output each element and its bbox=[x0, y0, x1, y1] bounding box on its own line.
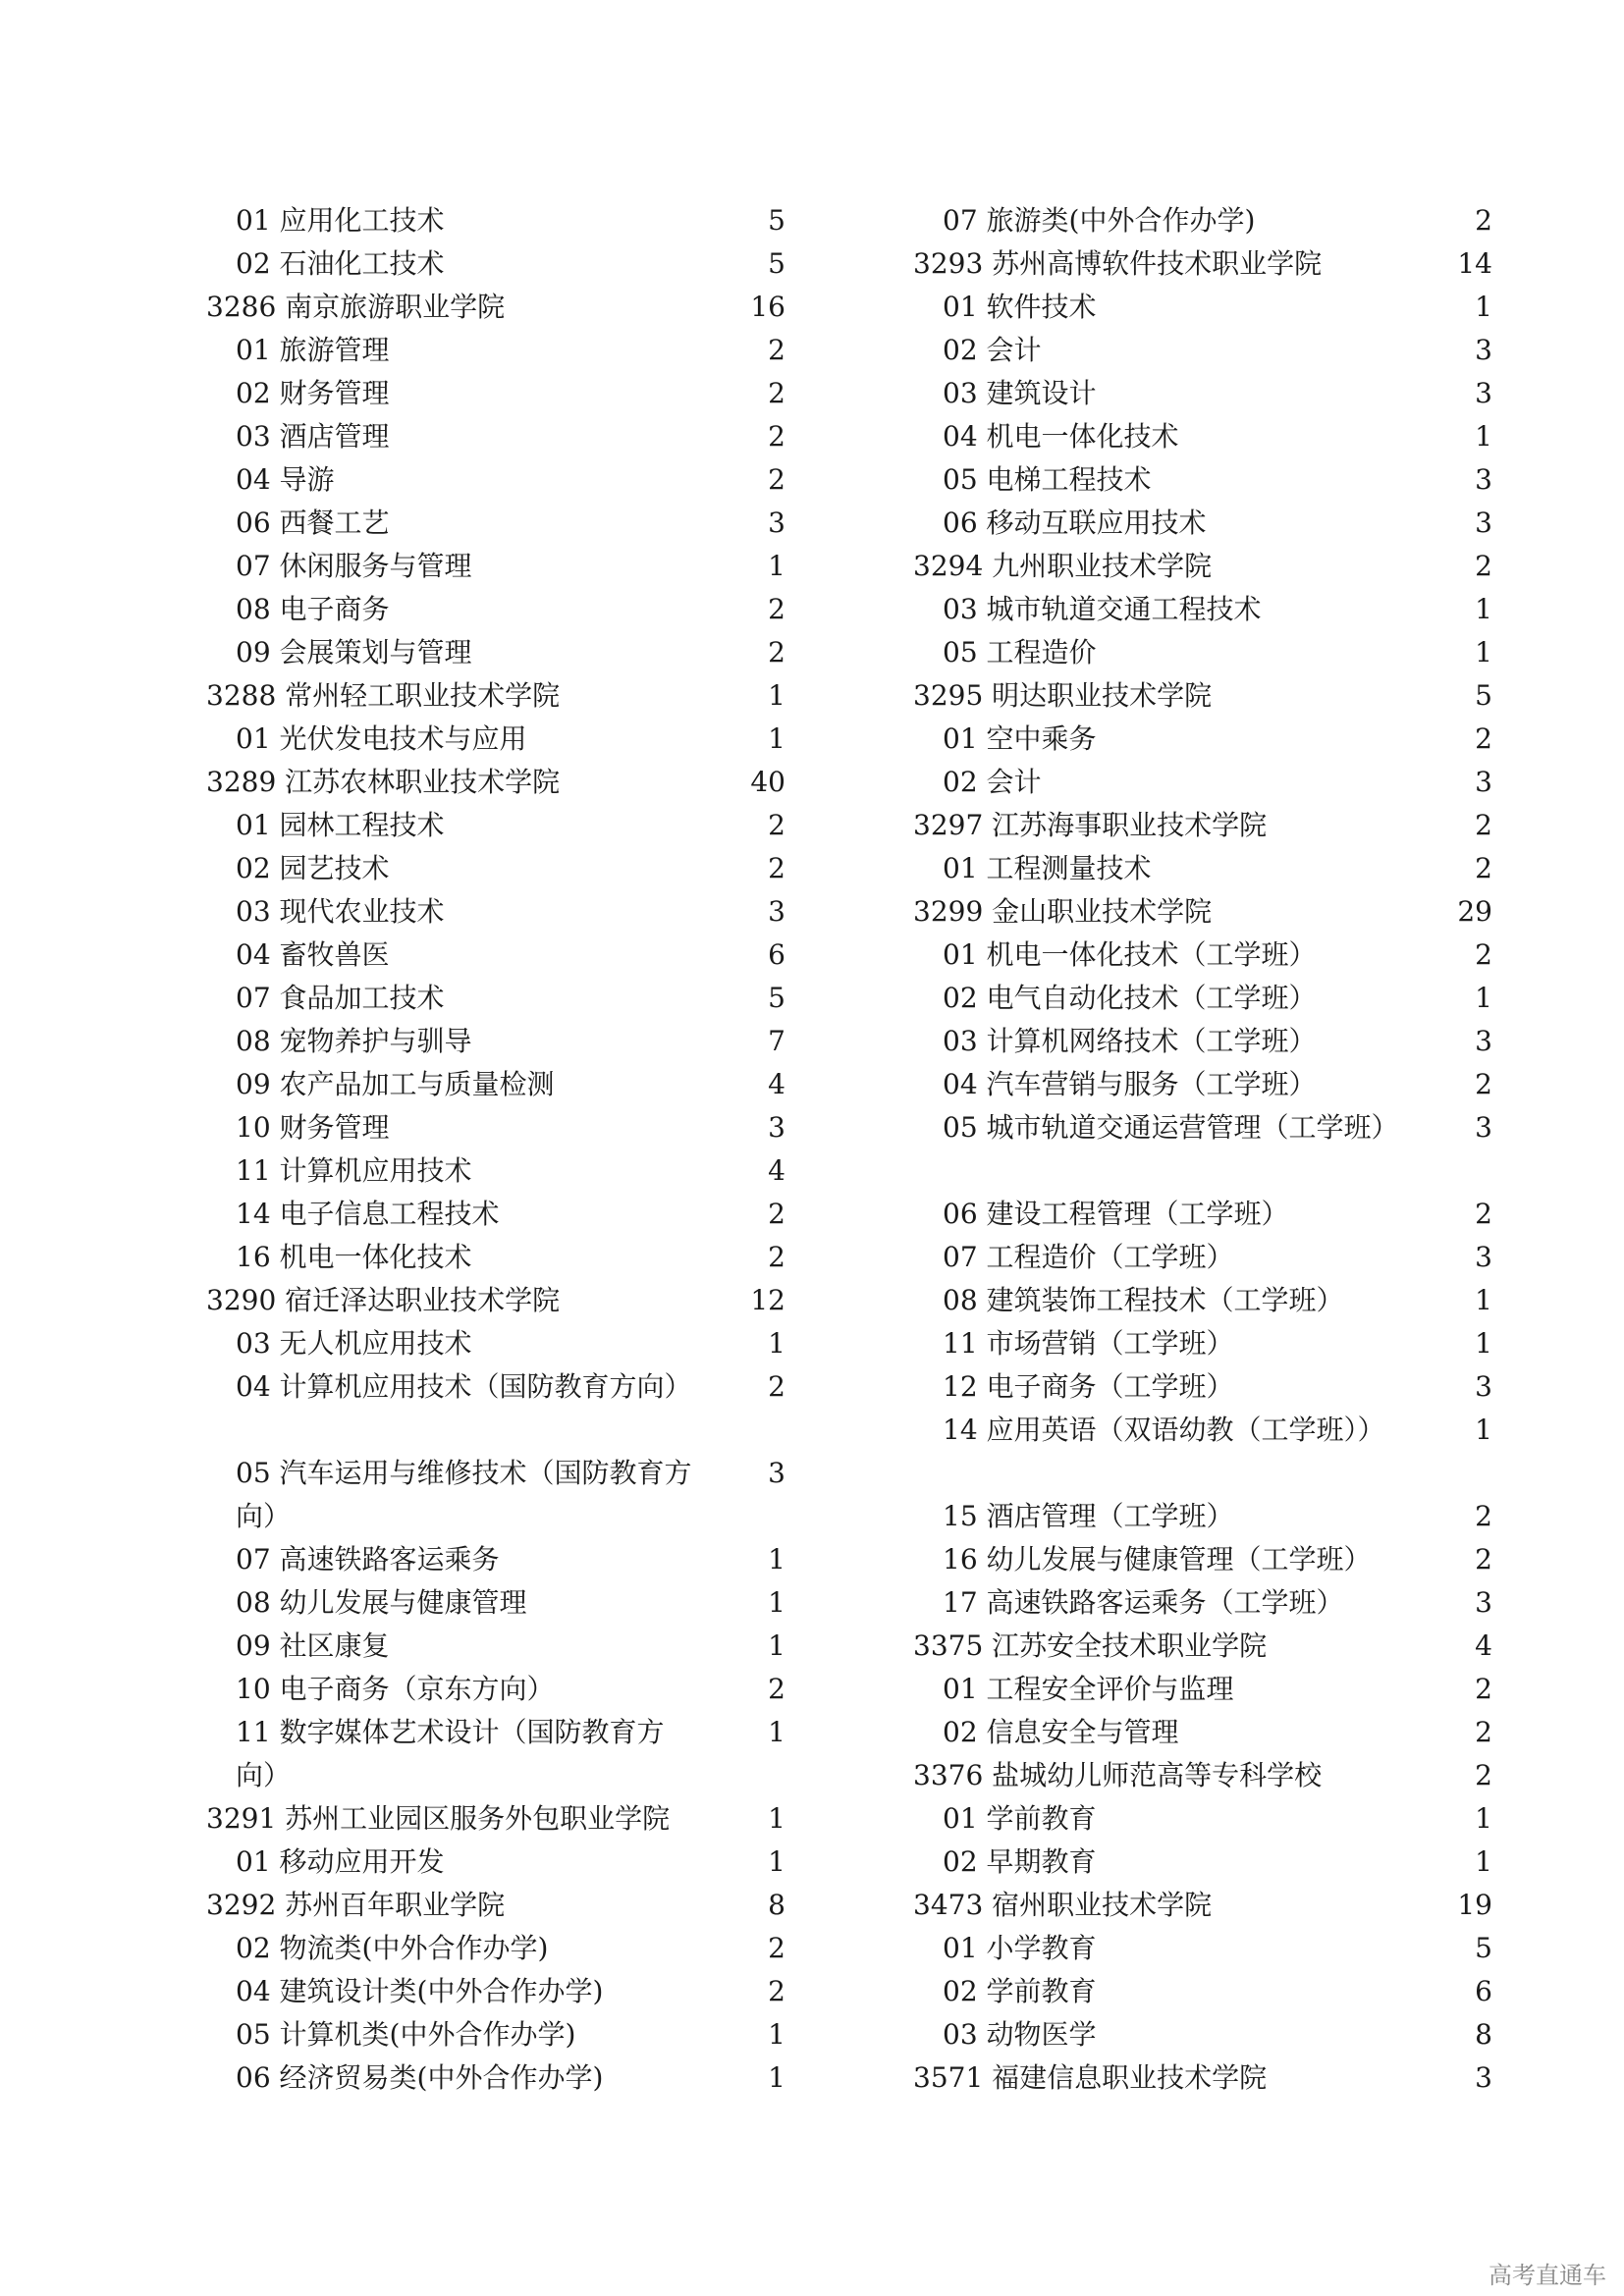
major-row bbox=[206, 502, 785, 545]
school-name: 3294 九州职业技术学院 bbox=[913, 550, 1213, 582]
school-name: 3291 苏州工业园区服务外包职业学院 bbox=[206, 1802, 671, 1835]
major-row bbox=[913, 1841, 1492, 1884]
enrollment-count: 1 bbox=[768, 1802, 785, 1835]
major-row bbox=[206, 2056, 785, 2100]
left-column bbox=[206, 199, 785, 2100]
major-name: 04 计算机应用技术（国防教育方向） bbox=[236, 1370, 692, 1403]
major-row bbox=[206, 415, 785, 458]
major-row bbox=[913, 1279, 1492, 1322]
enrollment-count: 2 bbox=[768, 377, 785, 409]
major-row bbox=[913, 761, 1492, 804]
enrollment-count: 3 bbox=[1475, 1586, 1492, 1619]
major-name: 05 电梯工程技术 bbox=[943, 463, 1152, 496]
major-row bbox=[206, 1970, 785, 2013]
major-row bbox=[913, 329, 1492, 372]
major-row bbox=[206, 1193, 785, 1236]
major-name: 12 电子商务（工学班） bbox=[943, 1370, 1234, 1403]
major-name: 07 食品加工技术 bbox=[236, 982, 445, 1014]
major-name: 15 酒店管理（工学班） bbox=[943, 1500, 1234, 1532]
major-name: 01 学前教育 bbox=[943, 1802, 1097, 1835]
school-row bbox=[913, 545, 1492, 588]
major-row bbox=[206, 977, 785, 1020]
major-row bbox=[913, 1581, 1492, 1625]
major-name: 06 移动互联应用技术 bbox=[943, 507, 1207, 539]
school-row bbox=[913, 674, 1492, 718]
enrollment-count: 5 bbox=[1475, 679, 1492, 712]
enrollment-count: 1 bbox=[768, 1543, 785, 1575]
major-name: 05 城市轨道交通运营管理（工学班） bbox=[943, 1111, 1399, 1144]
enrollment-count: 40 bbox=[750, 766, 785, 798]
enrollment-count: 1 bbox=[768, 550, 785, 582]
enrollment-count: 3 bbox=[768, 507, 785, 539]
major-name: 01 园林工程技术 bbox=[236, 809, 445, 841]
major-name: 07 高速铁路客运乘务 bbox=[236, 1543, 500, 1575]
major-row bbox=[913, 199, 1492, 242]
major-row bbox=[913, 502, 1492, 545]
major-row bbox=[913, 1106, 1492, 1193]
enrollment-count: 3 bbox=[768, 1457, 785, 1489]
major-row bbox=[206, 718, 785, 761]
enrollment-count: 2 bbox=[1475, 809, 1492, 841]
major-row bbox=[206, 631, 785, 674]
enrollment-count: 2 bbox=[768, 334, 785, 366]
major-row bbox=[206, 1322, 785, 1365]
school-row bbox=[913, 1625, 1492, 1668]
major-name: 16 幼儿发展与健康管理（工学班） bbox=[943, 1543, 1372, 1575]
major-name: 07 休闲服务与管理 bbox=[236, 550, 472, 582]
enrollment-count: 3 bbox=[1475, 334, 1492, 366]
watermark-text: 高考直通车 bbox=[1489, 2262, 1606, 2289]
major-row bbox=[913, 1538, 1492, 1581]
enrollment-count: 2 bbox=[1475, 1673, 1492, 1705]
enrollment-count: 2 bbox=[1475, 204, 1492, 237]
enrollment-count: 7 bbox=[768, 1025, 785, 1057]
major-name: 02 会计 bbox=[943, 334, 1042, 366]
major-row bbox=[913, 631, 1492, 674]
major-name: 11 计算机应用技术 bbox=[236, 1154, 472, 1187]
major-name: 01 光伏发电技术与应用 bbox=[236, 722, 527, 755]
major-row bbox=[913, 1668, 1492, 1711]
enrollment-count: 3 bbox=[1475, 766, 1492, 798]
school-row bbox=[913, 1884, 1492, 1927]
enrollment-count: 2 bbox=[768, 809, 785, 841]
major-row bbox=[206, 1581, 785, 1625]
enrollment-count: 2 bbox=[1475, 1500, 1492, 1532]
enrollment-count: 2 bbox=[768, 636, 785, 668]
major-name: 05 汽车运用与维修技术（国防教育方向） bbox=[236, 1457, 692, 1532]
major-row bbox=[206, 329, 785, 372]
major-row bbox=[206, 1106, 785, 1149]
major-name: 02 石油化工技术 bbox=[236, 247, 445, 280]
major-name: 09 社区康复 bbox=[236, 1629, 390, 1662]
major-row bbox=[913, 415, 1492, 458]
enrollment-count: 3 bbox=[1475, 2061, 1492, 2094]
major-row bbox=[206, 242, 785, 286]
major-row bbox=[913, 1063, 1492, 1106]
major-row bbox=[206, 1452, 785, 1538]
school-name: 3289 江苏农林职业技术学院 bbox=[206, 766, 561, 798]
enrollment-count: 1 bbox=[1475, 1802, 1492, 1835]
major-name: 14 电子信息工程技术 bbox=[236, 1198, 500, 1230]
major-row bbox=[206, 1927, 785, 1970]
major-name: 02 早期教育 bbox=[943, 1845, 1097, 1878]
major-row bbox=[206, 1538, 785, 1581]
school-name: 3295 明达职业技术学院 bbox=[913, 679, 1213, 712]
major-row bbox=[206, 458, 785, 502]
school-row bbox=[206, 1797, 785, 1841]
enrollment-count: 1 bbox=[1475, 1327, 1492, 1360]
enrollment-count: 2 bbox=[768, 852, 785, 884]
enrollment-count: 2 bbox=[1475, 852, 1492, 884]
enrollment-count: 3 bbox=[768, 1111, 785, 1144]
enrollment-count: 4 bbox=[768, 1154, 785, 1187]
enrollment-count: 2 bbox=[768, 1673, 785, 1705]
major-row bbox=[206, 545, 785, 588]
enrollment-count: 5 bbox=[768, 247, 785, 280]
enrollment-count: 1 bbox=[1475, 1845, 1492, 1878]
major-row bbox=[206, 847, 785, 890]
school-name: 3571 福建信息职业技术学院 bbox=[913, 2061, 1268, 2094]
enrollment-count: 2 bbox=[1475, 1068, 1492, 1100]
enrollment-count: 2 bbox=[1475, 1543, 1492, 1575]
major-name: 01 移动应用开发 bbox=[236, 1845, 445, 1878]
major-name: 04 机电一体化技术 bbox=[943, 420, 1179, 453]
major-row bbox=[913, 372, 1492, 415]
major-name: 06 西餐工艺 bbox=[236, 507, 390, 539]
enrollment-count: 2 bbox=[1475, 938, 1492, 971]
enrollment-count: 1 bbox=[1475, 593, 1492, 625]
enrollment-count: 1 bbox=[768, 1327, 785, 1360]
enrollment-count: 8 bbox=[1475, 2018, 1492, 2051]
enrollment-count: 12 bbox=[750, 1284, 785, 1316]
enrollment-count: 2 bbox=[1475, 1759, 1492, 1791]
major-row bbox=[913, 286, 1492, 329]
major-name: 02 会计 bbox=[943, 766, 1042, 798]
enrollment-count: 5 bbox=[768, 204, 785, 237]
school-row bbox=[913, 2056, 1492, 2100]
major-name: 03 无人机应用技术 bbox=[236, 1327, 472, 1360]
major-name: 03 城市轨道交通工程技术 bbox=[943, 593, 1262, 625]
major-name: 01 工程测量技术 bbox=[943, 852, 1152, 884]
major-name: 02 电气自动化技术（工学班） bbox=[943, 982, 1317, 1014]
enrollment-count: 1 bbox=[768, 1629, 785, 1662]
major-name: 08 建筑装饰工程技术（工学班） bbox=[943, 1284, 1344, 1316]
major-name: 08 电子商务 bbox=[236, 593, 390, 625]
major-row bbox=[206, 1625, 785, 1668]
major-name: 01 空中乘务 bbox=[943, 722, 1097, 755]
enrollment-count: 1 bbox=[768, 722, 785, 755]
major-row bbox=[913, 1236, 1492, 1279]
major-row bbox=[913, 1711, 1492, 1754]
major-name: 03 计算机网络技术（工学班） bbox=[943, 1025, 1317, 1057]
major-name: 01 小学教育 bbox=[943, 1932, 1097, 1964]
enrollment-count: 3 bbox=[1475, 377, 1492, 409]
major-name: 10 财务管理 bbox=[236, 1111, 390, 1144]
enrollment-count: 1 bbox=[768, 1716, 785, 1748]
major-name: 02 财务管理 bbox=[236, 377, 390, 409]
major-name: 14 应用英语（双语幼教（工学班）） bbox=[943, 1414, 1385, 1446]
enrollment-count: 3 bbox=[1475, 1025, 1492, 1057]
enrollment-count: 14 bbox=[1457, 247, 1492, 280]
major-row bbox=[913, 718, 1492, 761]
enrollment-count: 6 bbox=[1475, 1975, 1492, 2007]
major-name: 03 建筑设计 bbox=[943, 377, 1097, 409]
major-name: 01 应用化工技术 bbox=[236, 204, 445, 237]
major-name: 06 建设工程管理（工学班） bbox=[943, 1198, 1289, 1230]
enrollment-count: 19 bbox=[1457, 1889, 1492, 1921]
major-row bbox=[913, 1365, 1492, 1409]
major-row bbox=[206, 1149, 785, 1193]
enrollment-count: 2 bbox=[768, 1975, 785, 2007]
enrollment-count: 1 bbox=[1475, 291, 1492, 323]
enrollment-count: 2 bbox=[1475, 1198, 1492, 1230]
enrollment-count: 6 bbox=[768, 938, 785, 971]
school-name: 3292 苏州百年职业学院 bbox=[206, 1889, 506, 1921]
enrollment-count: 2 bbox=[768, 1932, 785, 1964]
major-row bbox=[206, 1020, 785, 1063]
major-name: 02 信息安全与管理 bbox=[943, 1716, 1179, 1748]
major-row bbox=[206, 2013, 785, 2056]
enrollment-count: 3 bbox=[1475, 1111, 1492, 1144]
major-name: 08 幼儿发展与健康管理 bbox=[236, 1586, 527, 1619]
major-name: 09 农产品加工与质量检测 bbox=[236, 1068, 555, 1100]
enrollment-count: 2 bbox=[768, 1370, 785, 1403]
major-name: 07 工程造价（工学班） bbox=[943, 1241, 1234, 1273]
enrollment-count: 2 bbox=[768, 420, 785, 453]
major-name: 04 畜牧兽医 bbox=[236, 938, 390, 971]
major-name: 11 数字媒体艺术设计（国防教育方向） bbox=[236, 1716, 665, 1791]
school-row bbox=[913, 890, 1492, 934]
enrollment-count: 5 bbox=[768, 982, 785, 1014]
major-row bbox=[913, 458, 1492, 502]
major-row bbox=[913, 588, 1492, 631]
enrollment-count: 1 bbox=[1475, 1284, 1492, 1316]
enrollment-count: 5 bbox=[1475, 1932, 1492, 1964]
major-name: 01 软件技术 bbox=[943, 291, 1097, 323]
major-name: 10 电子商务（京东方向） bbox=[236, 1673, 555, 1705]
enrollment-count: 2 bbox=[1475, 722, 1492, 755]
major-row bbox=[206, 372, 785, 415]
major-name: 09 会展策划与管理 bbox=[236, 636, 472, 668]
enrollment-count: 1 bbox=[768, 1845, 785, 1878]
major-row bbox=[206, 588, 785, 631]
enrollment-count: 4 bbox=[1475, 1629, 1492, 1662]
major-row bbox=[913, 1322, 1492, 1365]
school-row bbox=[913, 804, 1492, 847]
school-row bbox=[206, 1884, 785, 1927]
major-row bbox=[913, 2013, 1492, 2056]
major-name: 05 工程造价 bbox=[943, 636, 1097, 668]
school-name: 3299 金山职业技术学院 bbox=[913, 895, 1213, 928]
major-row bbox=[913, 1495, 1492, 1538]
major-row bbox=[913, 1409, 1492, 1495]
major-name: 01 机电一体化技术（工学班） bbox=[943, 938, 1317, 971]
major-name: 01 工程安全评价与监理 bbox=[943, 1673, 1234, 1705]
major-row bbox=[206, 890, 785, 934]
school-name: 3473 宿州职业技术学院 bbox=[913, 1889, 1213, 1921]
major-row bbox=[206, 934, 785, 977]
enrollment-count: 1 bbox=[1475, 982, 1492, 1014]
major-name: 16 机电一体化技术 bbox=[236, 1241, 472, 1273]
enrollment-count: 3 bbox=[1475, 1370, 1492, 1403]
major-name: 04 汽车营销与服务（工学班） bbox=[943, 1068, 1317, 1100]
enrollment-count: 1 bbox=[768, 679, 785, 712]
enrollment-count: 1 bbox=[768, 2061, 785, 2094]
major-name: 03 酒店管理 bbox=[236, 420, 390, 453]
major-row bbox=[206, 1236, 785, 1279]
major-row bbox=[913, 1797, 1492, 1841]
school-row bbox=[913, 1754, 1492, 1797]
major-row bbox=[913, 847, 1492, 890]
enrollment-count: 1 bbox=[1475, 636, 1492, 668]
major-name: 04 导游 bbox=[236, 463, 335, 496]
major-name: 08 宠物养护与驯导 bbox=[236, 1025, 472, 1057]
school-row bbox=[206, 761, 785, 804]
major-name: 17 高速铁路客运乘务（工学班） bbox=[943, 1586, 1344, 1619]
major-name: 07 旅游类(中外合作办学) bbox=[943, 204, 1256, 237]
enrollment-count: 2 bbox=[768, 593, 785, 625]
school-name: 3376 盐城幼儿师范高等专科学校 bbox=[913, 1759, 1323, 1791]
major-row bbox=[913, 1193, 1492, 1236]
major-row bbox=[206, 1365, 785, 1452]
major-row bbox=[206, 1668, 785, 1711]
major-name: 04 建筑设计类(中外合作办学) bbox=[236, 1975, 604, 2007]
enrollment-count: 3 bbox=[1475, 463, 1492, 496]
major-row bbox=[206, 804, 785, 847]
school-row bbox=[206, 674, 785, 718]
major-name: 03 动物医学 bbox=[943, 2018, 1097, 2051]
right-column bbox=[913, 199, 1492, 2100]
enrollment-count: 1 bbox=[1475, 1414, 1492, 1446]
major-row bbox=[206, 1841, 785, 1884]
major-name: 03 现代农业技术 bbox=[236, 895, 445, 928]
major-row bbox=[206, 1711, 785, 1797]
enrollment-count: 29 bbox=[1457, 895, 1492, 928]
school-row bbox=[913, 242, 1492, 286]
major-name: 11 市场营销（工学班） bbox=[943, 1327, 1234, 1360]
enrollment-count: 4 bbox=[768, 1068, 785, 1100]
enrollment-count: 16 bbox=[750, 291, 785, 323]
enrollment-count: 3 bbox=[768, 895, 785, 928]
major-row bbox=[913, 977, 1492, 1020]
enrollment-count: 2 bbox=[768, 1198, 785, 1230]
enrollment-count: 2 bbox=[768, 463, 785, 496]
major-row bbox=[913, 1927, 1492, 1970]
major-name: 01 旅游管理 bbox=[236, 334, 390, 366]
school-name: 3290 宿迁泽达职业技术学院 bbox=[206, 1284, 561, 1316]
school-row bbox=[206, 286, 785, 329]
major-name: 02 学前教育 bbox=[943, 1975, 1097, 2007]
major-name: 02 园艺技术 bbox=[236, 852, 390, 884]
enrollment-count: 1 bbox=[1475, 420, 1492, 453]
school-name: 3288 常州轻工职业技术学院 bbox=[206, 679, 561, 712]
major-row bbox=[913, 1020, 1492, 1063]
school-name: 3297 江苏海事职业技术学院 bbox=[913, 809, 1268, 841]
enrollment-count: 2 bbox=[768, 1241, 785, 1273]
major-name: 02 物流类(中外合作办学) bbox=[236, 1932, 549, 1964]
major-row bbox=[206, 1063, 785, 1106]
enrollment-count: 3 bbox=[1475, 1241, 1492, 1273]
school-name: 3286 南京旅游职业学院 bbox=[206, 291, 506, 323]
enrollment-count: 2 bbox=[1475, 1716, 1492, 1748]
school-row bbox=[206, 1279, 785, 1322]
enrollment-count: 3 bbox=[1475, 507, 1492, 539]
major-name: 05 计算机类(中外合作办学) bbox=[236, 2018, 576, 2051]
major-row bbox=[913, 1970, 1492, 2013]
major-name: 06 经济贸易类(中外合作办学) bbox=[236, 2061, 604, 2094]
enrollment-count: 1 bbox=[768, 2018, 785, 2051]
school-name: 3293 苏州高博软件技术职业学院 bbox=[913, 247, 1323, 280]
enrollment-count: 8 bbox=[768, 1889, 785, 1921]
enrollment-count: 2 bbox=[1475, 550, 1492, 582]
enrollment-count: 1 bbox=[768, 1586, 785, 1619]
major-row bbox=[206, 199, 785, 242]
major-row bbox=[913, 934, 1492, 977]
school-name: 3375 江苏安全技术职业学院 bbox=[913, 1629, 1268, 1662]
